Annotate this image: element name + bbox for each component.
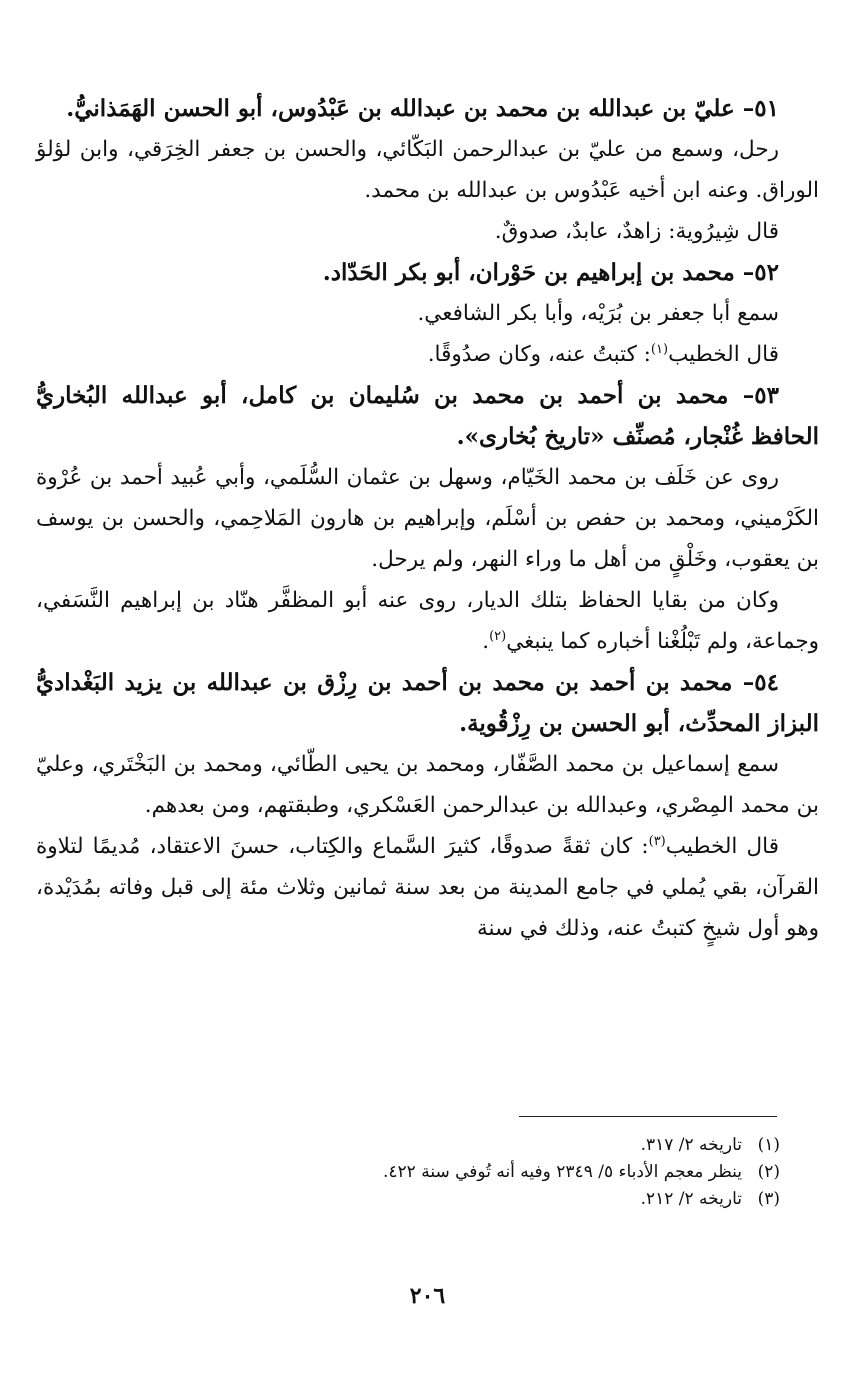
body-paragraph: سمع إسماعيل بن محمد الصَّفّار، ومحمد بن يحيى الطّائي، ومحمد بن البَخْتَري، وعليّ بن محمد المِصْري، وعبدالله بن عبدالرحمن العَسْكري، وطبقتهم، ومن بعدهم.: [36, 752, 819, 818]
body-paragraph: سمع أبا جعفر بن بُرَيْه، وأبا بكر الشافعي.: [417, 301, 779, 326]
quote-intro: قال الخطيب: [665, 834, 779, 859]
footnote-text: تاريخه ٢/ ٣١٧.: [640, 1135, 742, 1155]
footnote-number: (١): [757, 1135, 780, 1155]
page-number: ٢٠٦: [409, 1283, 446, 1309]
body-paragraph: روى عن خَلَف بن محمد الخَيّام، وسهل بن عثمان السُّلَمي، وأبي عُبيد أحمد بن عُرْوة الكَرْميني، ومحمد بن حفص بن أسْلَم، وإبراهيم بن هارون المَلاحِمي، والحسن بن يوسف بن يعقوب، وخَلْقٍ من أهل ما وراء النهر، ولم يرحل.: [36, 465, 819, 572]
entry-heading-53: ٥٣– محمد بن أحمد بن محمد بن سُليمان بن كامل، أبو عبدالله البُخاريُّ الحافظ غُنْجار، مُصنِّف «تاريخ بُخارى».: [36, 382, 819, 450]
footnotes: [80, 1132, 780, 1213]
footnote-number: (٢): [757, 1162, 780, 1182]
paragraph-text: وكان من بقايا الحفاظ بتلك الديار، روى عنه أبو المظفَّر هنّاد بن إبراهيم النَّسَفي، وجماعة، ولم تَبْلُغْنا أخباره كما ينبغي: [36, 588, 819, 654]
footnote-text: تاريخه ٢/ ٢١٢.: [640, 1189, 742, 1209]
footnote-divider: [519, 1116, 777, 1117]
footnote-text: ينظر معجم الأدباء ٥/ ٢٣٤٩ وفيه أنه تُوفي سنة ٤٢٢.: [383, 1162, 742, 1182]
quote-text: : كتبتُ عنه، وكان صدُوقًا.: [427, 342, 651, 367]
entry-heading-54: ٥٤– محمد بن أحمد بن محمد بن أحمد بن رِزْق بن عبدالله بن يزيد البَغْداديُّ البزاز المحدِّث، أبو الحسن بن رِزْقُوية.: [36, 669, 819, 737]
body-paragraph: [36, 580, 819, 662]
footnote-3: [80, 1186, 780, 1213]
body-paragraph: رحل، وسمع من عليّ بن عبدالرحمن البَكّائي، والحسن بن جعفر الخِرَقي، وابن لؤلؤ الوراق. وعنه ابن أخيه عَبْدُوس بن عبدالله بن محمد.: [36, 137, 819, 203]
paragraph-tail: .: [482, 629, 490, 654]
body-paragraph: [36, 334, 819, 375]
footnote-ref-3[interactable]: (٣): [648, 833, 666, 849]
entry-heading-52: ٥٢– محمد بن إبراهيم بن حَوْران، أبو بكر الحَدّاد.: [322, 259, 779, 286]
entry-heading-51: ٥١– عليّ بن عبدالله بن محمد بن عبدالله بن عَبْدُوس، أبو الحسن الهَمَذانيُّ.: [66, 95, 779, 122]
footnote-1: [80, 1132, 780, 1159]
footnote-2: [80, 1159, 780, 1186]
footnote-ref-2[interactable]: (٢): [489, 628, 507, 644]
body-paragraph: [36, 826, 819, 949]
body-paragraph: قال شِيرُوية: زاهدٌ، عابدٌ، صدوقٌ.: [494, 219, 779, 244]
quote-text: : كان ثقةً صدوقًا، كثيرَ السَّماع والكِتاب، حسنَ الاعتقاد، مُديمًا لتلاوة القرآن، بقي يُملي في جامع المدينة من بعد سنة ثمانين وثلاث مئة إلى قبل وفاته بمُدَيْدة، وهو أول شيخٍ كتبتُ عنه، وذلك في سنة: [36, 834, 819, 941]
footnote-number: (٣): [757, 1189, 780, 1209]
footnote-ref-1[interactable]: (١): [650, 341, 669, 357]
main-text: [36, 88, 819, 949]
quote-intro: قال الخطيب: [668, 342, 779, 367]
